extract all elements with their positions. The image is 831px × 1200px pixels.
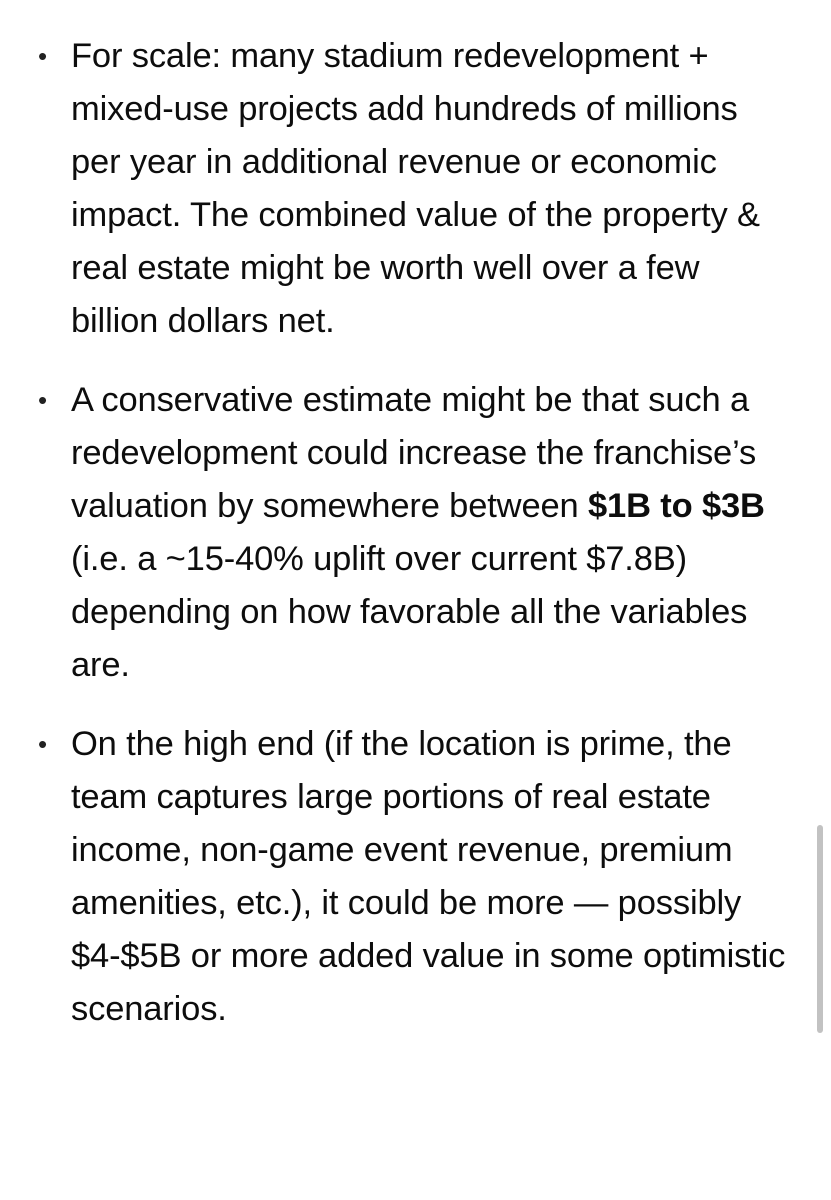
bullet-item-high-end: [0, 718, 831, 1036]
bullet-item-scale: [0, 30, 831, 348]
bullet-list: [0, 30, 831, 1036]
scrollbar-thumb[interactable]: [817, 825, 823, 1033]
bullet-text: For scale: many stadium redevelopment + mixed-use projects add hundreds of millions per year in additional revenue or economic impact. The combined value of the property & real estate might be worth well over a few billion dollars net.: [71, 37, 760, 340]
bullet-text-after: (i.e. a ~15-40% uplift over current $7.8B) depending on how favorable all the variables are.: [71, 540, 748, 684]
bullet-marker: •: [38, 729, 47, 759]
bullet-item-conservative-estimate: [0, 374, 831, 692]
bullet-text: On the high end (if the location is prime, the team captures large portions of real estate income, non-game event revenue, premium amenities, etc.), it could be more — possibly $4-$5B or more added value in some optimistic scenarios.: [71, 725, 786, 1028]
bullet-marker: •: [38, 41, 47, 71]
bullet-marker: •: [38, 385, 47, 415]
bullet-text-before: A conservative estimate might be that such a redevelopment could increase the franchise’s valuation by somewhere between: [71, 381, 757, 525]
message-content: [0, 30, 831, 1062]
bullet-text-bold: $1B to $3B: [588, 487, 765, 525]
